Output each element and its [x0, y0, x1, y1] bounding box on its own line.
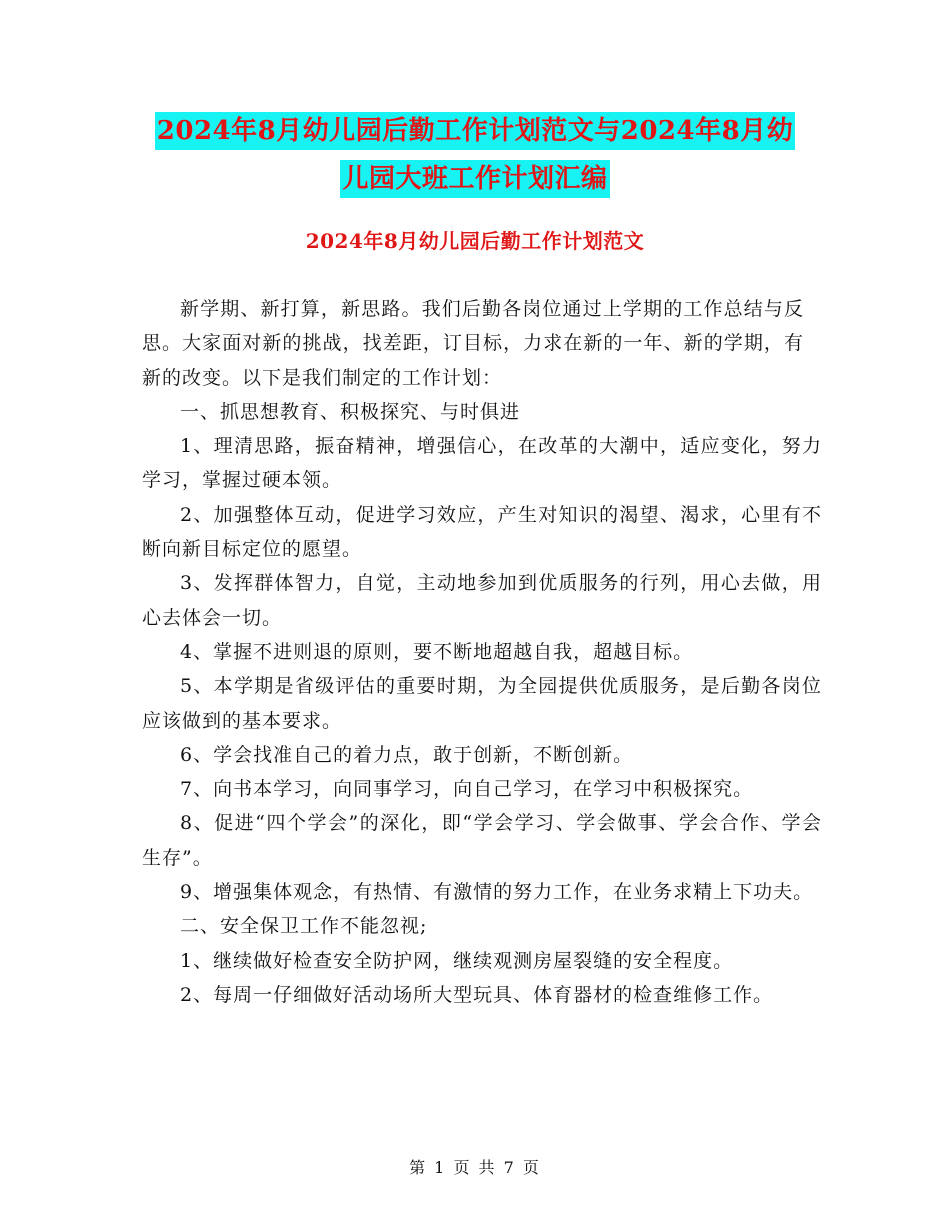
title-line-1: 2024年8月幼儿园后勤工作计划范文与2024年8月幼 [155, 112, 795, 150]
page-footer: 第 1 页 共 7 页 [409, 1158, 541, 1177]
paragraph: 4、掌握不进则退的原则，要不断地超越自我，超越目标。 [180, 640, 694, 663]
title-line-2: 儿园大班工作计划汇编 [340, 160, 609, 198]
document-title [0, 112, 950, 198]
document-body [142, 292, 822, 1012]
paragraph: 9、增强集体观念，有热情、有激情的努力工作，在业务求精上下功夫。 [180, 881, 814, 904]
paragraph: 2、每周一仔细做好活动场所大型玩具、体育器材的检查维修工作。 [180, 983, 774, 1006]
paragraph: 一、抓思想教育、积极探究、与时俱进 [180, 400, 521, 423]
paragraph: 3、发挥群体智力，自觉，主动地参加到优质服务的行列，用心去做，用心去体会一切。 [142, 572, 822, 629]
paragraph: 8、促进“四个学会”的深化，即“学会学习、学会做事、学会合作、学会生存”。 [142, 812, 822, 869]
paragraph: 7、向书本学习，向同事学习，向自己学习，在学习中积极探究。 [180, 778, 754, 801]
paragraph: 1、理清思路，振奋精神，增强信心，在改革的大潮中，适应变化，努力学习，掌握过硬本领。 [142, 435, 822, 492]
paragraph: 二、安全保卫工作不能忽视; [180, 915, 428, 938]
paragraph: 2、加强整体互动，促进学习效应，产生对知识的渴望、渴求，心里有不断向新目标定位的愿望。 [142, 503, 822, 561]
section-heading: 2024年8月幼儿园后勤工作计划范文 [305, 229, 645, 253]
paragraph: 1、继续做好检查安全防护网，继续观测房屋裂缝的安全程度。 [180, 949, 734, 972]
paragraph-intro: 新学期、新打算，新思路。我们后勤各岗位通过上学期的工作总结与反思。大家面对新的挑战，找差距，订目标，力求在新的一年、新的学期，有新的改变。以下是我们制定的工作计划： [142, 298, 804, 389]
paragraph: 6、学会找准自己的着力点，敢于创新，不断创新。 [180, 743, 634, 766]
paragraph: 5、本学期是省级评估的重要时期，为全园提供优质服务，是后勤各岗位应该做到的基本要求。 [142, 675, 822, 732]
